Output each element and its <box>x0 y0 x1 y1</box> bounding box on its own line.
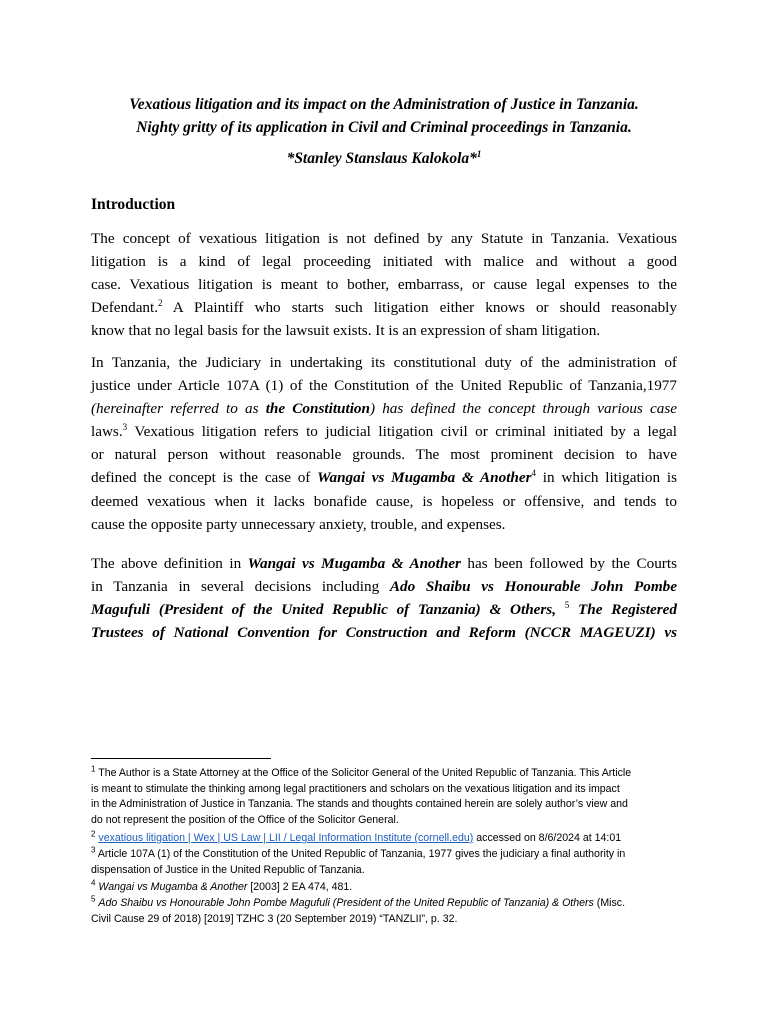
p1-text: Defendant. <box>91 299 159 317</box>
p2-line: or natural person without reasonable grounds. The most prominent decision to have <box>91 446 677 464</box>
footnote-ref-5[interactable]: 5 <box>564 600 570 611</box>
p3-line <box>91 598 677 621</box>
p2-text-italic: (hereinafter referred to as <box>91 400 266 418</box>
footnote-case: Ado Shaibu vs Honourable John Pombe Magufuli (President of the United Republic of Tanzania) & Others <box>98 897 594 909</box>
p2-line: justice under Article 107A (1) of the Constitution of the United Republic of Tanzania,1977 <box>91 377 677 395</box>
footnote-3 <box>91 847 681 878</box>
p2-line: cause the opposite party unnecessary anxiety, trouble, and expenses. <box>91 515 506 533</box>
paragraph-3 <box>91 552 677 644</box>
case-name: Magufuli (President of the United Republic of Tanzania) & Others <box>91 601 553 619</box>
footnote-ref-4[interactable]: 4 <box>531 468 537 479</box>
case-name: Wangai vs Mugamba & Another <box>247 555 461 572</box>
paragraph-2 <box>91 351 677 536</box>
footnote-number: 4 <box>91 878 96 888</box>
p3-text: , <box>552 601 565 619</box>
footnote-text: The Author is a State Attorney at the Office of the Solicitor General of the United Republic of Tanzania. This Article <box>98 767 632 779</box>
p2-text-italic: ) has defined the concept through various case <box>369 400 678 418</box>
p2-line: deemed vexatious when it lacks bonafide cause, is hopeless or offensive, and tends to <box>91 492 677 510</box>
case-name: Trustees of National Convention for Construction and Reform (NCCR MAGEUZI) vs <box>91 624 677 642</box>
paragraph-1 <box>91 227 677 342</box>
footnote-number: 1 <box>91 764 96 774</box>
p2-line <box>91 397 677 420</box>
footnote-ref-3[interactable]: 3 <box>122 422 128 433</box>
footnote-text: Article 107A (1) of the Constitution of the United Republic of Tanzania, 1977 gives the judiciary a final authority in <box>97 848 626 860</box>
p2-text: in which litigation is <box>536 469 677 487</box>
footnote-text: do not represent the position of the Office of the Solicitor General. <box>91 813 399 826</box>
footnote-text: in the Administration of Justice in Tanzania. The stands and thoughts contained herein are solely author’s view and <box>91 798 628 811</box>
p3-text: in Tanzania in several decisions including <box>91 578 390 596</box>
section-heading: Introduction <box>91 196 176 213</box>
footnote-text: Civil Cause 29 of 2018) [2019] TZHC 3 (20 September 2019) “TANZLII”, p. 32. <box>91 912 458 925</box>
case-name: Wangai vs Mugamba & Another <box>317 469 532 487</box>
p2-line <box>91 466 677 489</box>
p1-line: The concept of vexatious litigation is not defined by any Statute in Tanzania. Vexatious <box>91 230 677 247</box>
p2-text-bold-italic: the Constitution <box>265 400 370 418</box>
title-line-1: Vexatious litigation and its impact on the Administration of Justice in Tanzania. <box>129 96 639 113</box>
p1-line <box>91 296 677 319</box>
cornell-lii-link[interactable]: vexatious litigation | Wex | US Law | LII / Legal Information Institute (cornell.edu) <box>98 832 474 844</box>
footnote-number: 3 <box>91 845 96 855</box>
p2-line <box>91 420 677 443</box>
footnote-text: [2003] 2 EA 474, 481. <box>247 881 353 893</box>
p1-line: know that no legal basis for the lawsuit exists. It is an expression of sham litigation. <box>91 322 601 340</box>
document-title <box>91 93 677 139</box>
case-name: Ado Shaibu vs Honourable John Pombe <box>389 578 677 596</box>
footnote-ref-2[interactable]: 2 <box>158 298 163 309</box>
p3-line <box>91 575 677 598</box>
footnote-2 <box>91 831 681 847</box>
case-name: The Registered <box>569 601 677 619</box>
author-line <box>91 148 677 170</box>
footnote-number: 5 <box>91 894 96 904</box>
p2-text: laws. <box>91 423 123 441</box>
p2-text: defined the concept is the case of <box>91 469 318 487</box>
author-name: *Stanley Stanslaus Kalokola* <box>286 150 477 167</box>
footnote-text: dispensation of Justice in the United Republic of Tanzania. <box>91 863 365 876</box>
footnote-1 <box>91 766 681 828</box>
footnote-text: is meant to stimulate the thinking among legal practitioners and scholars on the vexatious litigation and its impact <box>91 782 620 795</box>
p2-text: Vexatious litigation refers to judicial litigation civil or criminal initiated by a legal <box>127 423 677 441</box>
title-line-2: Nighty gritty of its application in Civil and Criminal proceedings in Tanzania. <box>136 119 632 136</box>
p2-line: In Tanzania, the Judiciary in undertaking its constitutional duty of the administration of <box>91 354 677 371</box>
p1-text: A Plaintiff who starts such litigation either knows or should reasonably <box>162 299 677 317</box>
p3-line <box>91 621 677 644</box>
p1-line: case. Vexatious litigation is meant to bother, embarrass, or cause legal expenses to the <box>91 276 677 294</box>
p3-line <box>91 552 677 575</box>
footnote-5 <box>91 896 681 927</box>
footnote-ref-1[interactable]: 1 <box>476 148 482 159</box>
footnote-number: 2 <box>91 829 96 839</box>
footnote-text: accessed on 8/6/2024 at 14:01 <box>473 832 622 844</box>
footnote-4 <box>91 880 681 896</box>
footnote-case: Wangai vs Mugamba & Another <box>98 881 248 893</box>
footnote-separator <box>91 758 271 759</box>
footnote-text: (Misc. <box>593 897 626 909</box>
p3-text: has been followed by the Courts <box>460 555 677 572</box>
p3-text: The above definition in <box>91 555 248 572</box>
p1-line: litigation is a kind of legal proceeding initiated with malice and without a good <box>91 253 677 271</box>
